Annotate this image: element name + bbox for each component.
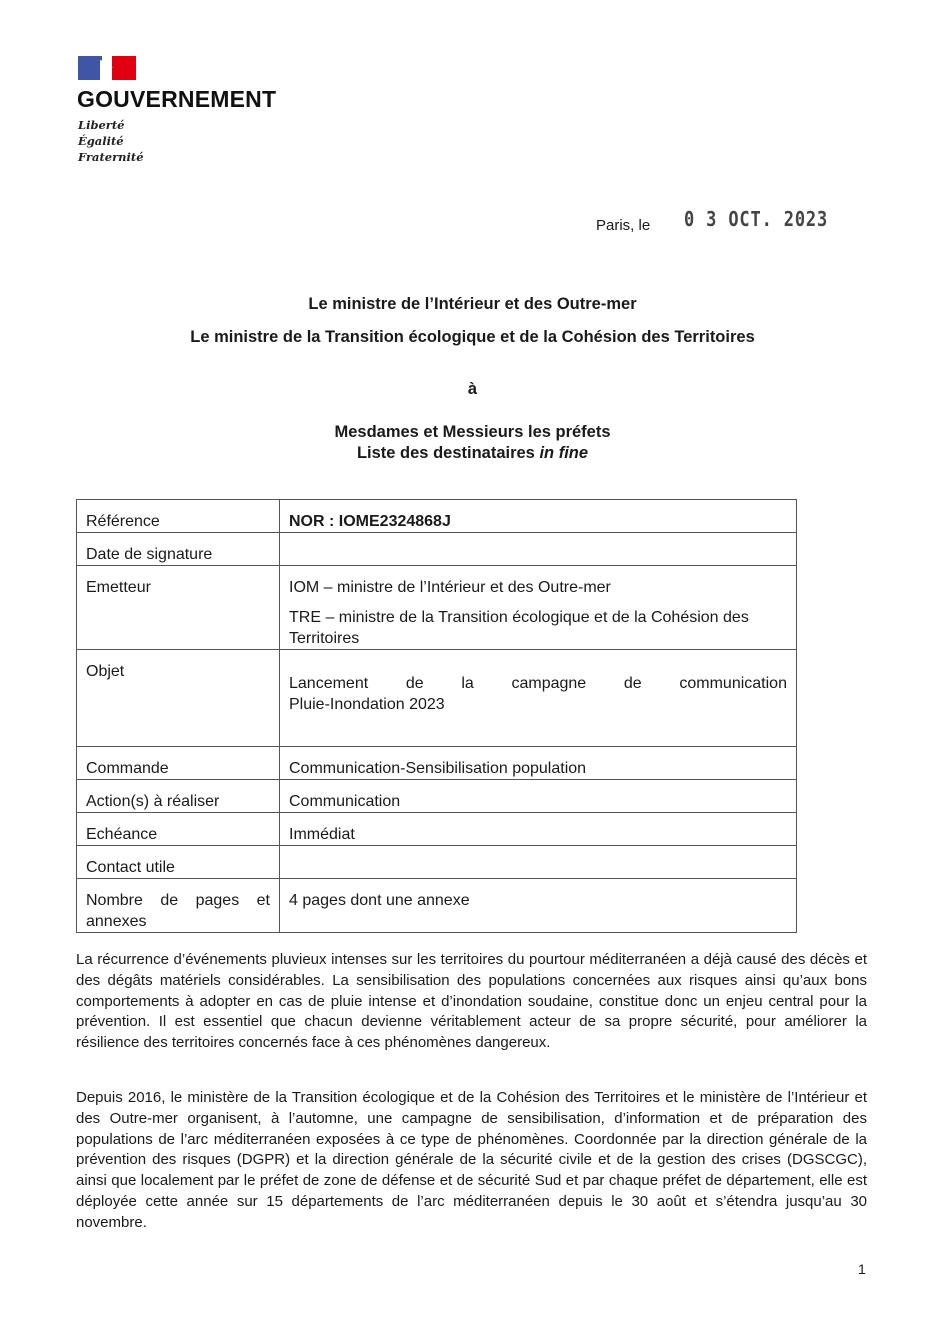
- motto-liberte: Liberté: [78, 118, 125, 132]
- pages-value: 4 pages dont une annexe: [280, 879, 797, 933]
- date-value: [280, 533, 797, 566]
- table-row-order: [77, 747, 797, 780]
- table-row-deadline: [77, 813, 797, 846]
- table-row-emitter: [77, 566, 797, 650]
- object-word: communication: [679, 675, 787, 692]
- marianne-flag-logo: [78, 56, 136, 80]
- page-number: 1: [858, 1261, 866, 1277]
- recipient-preposition: à: [467, 380, 478, 398]
- object-word: la: [461, 675, 474, 692]
- contact-label: Contact utile: [77, 846, 280, 879]
- table-row-actions: [77, 780, 797, 813]
- deadline-value: Immédiat: [280, 813, 797, 846]
- order-label: Commande: [77, 747, 280, 780]
- pages-label: Nombre de pages et annexes: [77, 879, 280, 933]
- sender-ecology-minister: Le ministre de la Transition écologique et de la Cohésion des Territoires: [190, 328, 755, 346]
- object-word: de: [405, 675, 424, 692]
- object-value: [280, 650, 797, 747]
- emitter-iom: IOM – ministre de l’Intérieur et des Outre-mer: [289, 579, 611, 596]
- actions-label: Action(s) à réaliser: [77, 780, 280, 813]
- order-value: Communication-Sensibilisation population: [280, 747, 797, 780]
- list-prefix: Liste des destinataires: [356, 444, 540, 462]
- body-paragraph-2: Depuis 2016, le ministère de la Transition écologique et de la Cohésion des Territoires et le ministère de l’Intérieur et des Outre-mer organisent, à l’automne, une campagne de sensibilisation, d’information et de préparation des populations de l’arc méditerranéen exposées à ce type de phénomènes. Coordonnée par la direction générale de la prévention des risques (DGPR) et la direction générale de la sécurité civile et de la gestion des crises (DGSCGC), ainsi que localement par le préfet de zone de défense et de sécurité Sud et par chaque préfet de département, elle est déployée cette année sur 15 départements de l’arc méditerranéen depuis le 30 août et s’étendra jusqu’au 30 novembre.: [76, 1089, 867, 1231]
- reference-table: [76, 499, 797, 933]
- object-line-2: Pluie-Inondation 2023: [289, 696, 445, 713]
- table-row-date: [77, 533, 797, 566]
- object-word: de: [623, 675, 642, 692]
- emitter-tre: TRE – ministre de la Transition écologique et de la Cohésion des Territoires: [289, 609, 749, 647]
- date-label: Date de signature: [77, 533, 280, 566]
- reference-value: NOR : IOME2324868J: [280, 500, 797, 533]
- emitter-label: Emetteur: [77, 566, 280, 650]
- date-stamp: 0 3 OCT. 2023: [684, 207, 829, 231]
- republic-motto: [78, 117, 144, 165]
- contact-value: [280, 846, 797, 879]
- government-title: GOUVERNEMENT: [77, 86, 277, 112]
- motto-egalite: Égalité: [78, 134, 124, 148]
- object-word: campagne: [511, 675, 587, 692]
- recipients-title: Mesdames et Messieurs les préfets: [334, 423, 611, 441]
- recipients-list-note: [0, 444, 945, 463]
- emitter-value: [280, 566, 797, 650]
- list-italic: in fine: [539, 444, 589, 462]
- motto-fraternite: Fraternité: [78, 150, 144, 164]
- object-line-1: [289, 673, 787, 694]
- table-row-pages: [77, 879, 797, 933]
- table-row-reference: [77, 500, 797, 533]
- table-row-object: [77, 650, 797, 747]
- actions-value: Communication: [280, 780, 797, 813]
- table-row-contact: [77, 846, 797, 879]
- object-label: Objet: [77, 650, 280, 747]
- sender-interior-minister: Le ministre de l’Intérieur et des Outre-mer: [308, 295, 637, 313]
- deadline-label: Echéance: [77, 813, 280, 846]
- body-paragraph-1: La récurrence d’événements pluvieux intenses sur les territoires du pourtour méditerranéen a déjà causé des décès et des dégâts matériels considérables. La sensibilisation des populations concernées aux risques ainsi qu’aux bons comportements à adopter en cas de pluie intense et d’inondation soudaine, constitue donc un enjeu central pour la prévention. Il est essentiel que chacun devienne véritablement acteur de sa propre sécurité, pour améliorer la résilience des territoires concernés face à ces phénomènes dangereux.: [76, 951, 867, 1052]
- reference-label: Référence: [77, 500, 280, 533]
- place-label: Paris, le: [596, 217, 651, 234]
- object-word: Lancement: [289, 675, 369, 692]
